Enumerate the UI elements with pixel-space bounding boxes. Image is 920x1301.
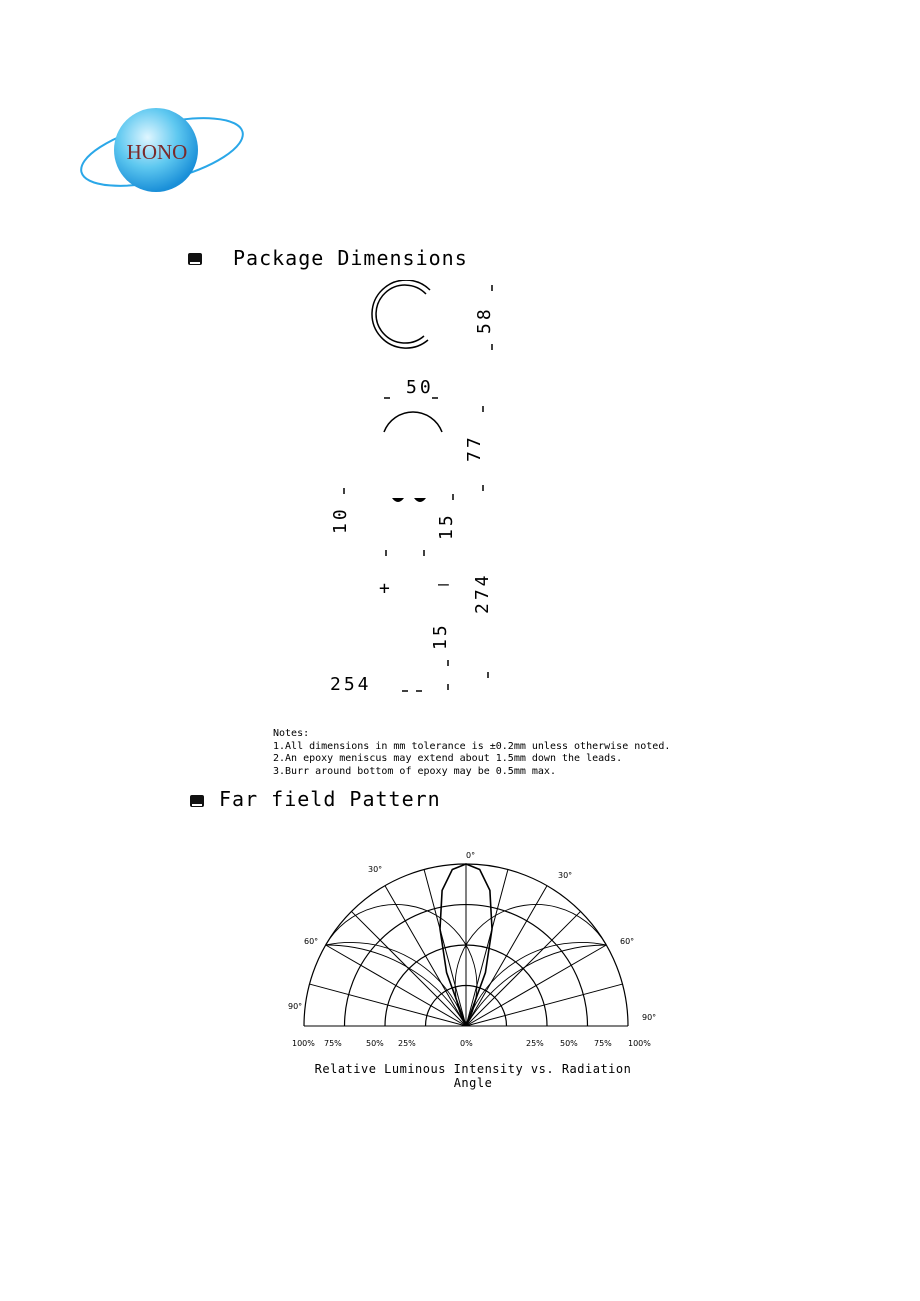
anode-plus-label: +: [379, 578, 393, 599]
polar-spoke: [466, 984, 622, 1026]
polar-spoke: [466, 886, 547, 1026]
angle-label: 30°: [558, 871, 573, 880]
angle-label: 60°: [620, 937, 635, 946]
polar-spoke: [351, 911, 466, 1026]
note-item: 2.An epoxy meniscus may extend about 1.5mm down the leads.: [273, 753, 623, 764]
radial-tick-label: 50%: [366, 1039, 384, 1048]
radial-tick-label: 25%: [526, 1039, 544, 1048]
radial-tick-label: 0%: [460, 1039, 473, 1048]
angle-label: 30°: [368, 865, 383, 874]
dimension-5.8: 58: [474, 306, 495, 334]
dimension-27.4: 274: [472, 572, 493, 614]
polar-spoke: [466, 911, 581, 1026]
radial-tick-label: 25%: [398, 1039, 416, 1048]
dimension-5.0: 50: [406, 377, 434, 398]
polar-spoke: [385, 886, 466, 1026]
dimension-1.5-upper: 15: [436, 512, 457, 540]
notes-block: [273, 728, 670, 778]
dimension-2.54: 254: [330, 674, 372, 695]
polar-spoke: [466, 870, 508, 1026]
radial-tick-label: 75%: [594, 1039, 612, 1048]
polar-spoke: [424, 870, 466, 1026]
dimension-1.5-lower: 15: [430, 622, 451, 650]
far-field-title: Far field Pattern: [219, 787, 441, 811]
angle-label: 60°: [304, 937, 319, 946]
radial-tick-label: 50%: [560, 1039, 578, 1048]
radial-tick-label: 75%: [324, 1039, 342, 1048]
package-drawing: [320, 280, 510, 700]
angle-label: 0°: [466, 852, 476, 860]
angle-label: 90°: [288, 1002, 303, 1011]
polar-spoke: [310, 984, 466, 1026]
package-dimensions-title: Package Dimensions: [233, 246, 468, 270]
notes-heading: Notes:: [273, 728, 310, 739]
dimension-7.7: 77: [464, 434, 485, 462]
angle-label: 90°: [642, 1013, 657, 1022]
note-item: 3.Burr around bottom of epoxy may be 0.5mm max.: [273, 765, 556, 777]
radial-tick-label: 100%: [628, 1039, 651, 1048]
logo-text: HONO: [126, 140, 188, 164]
polar-chart: [282, 852, 662, 1052]
chart-caption: Relative Luminous Intensity vs. Radiation Angle: [314, 1062, 632, 1090]
section-bullet-icon: [188, 253, 202, 265]
cathode-minus-label: –: [438, 574, 452, 595]
radial-tick-label: 100%: [292, 1039, 315, 1048]
section-bullet-icon: [190, 795, 204, 807]
dimension-1.0: 10: [330, 506, 351, 534]
note-item: 1.All dimensions in mm tolerance is ±0.2mm unless otherwise noted.: [273, 740, 671, 752]
